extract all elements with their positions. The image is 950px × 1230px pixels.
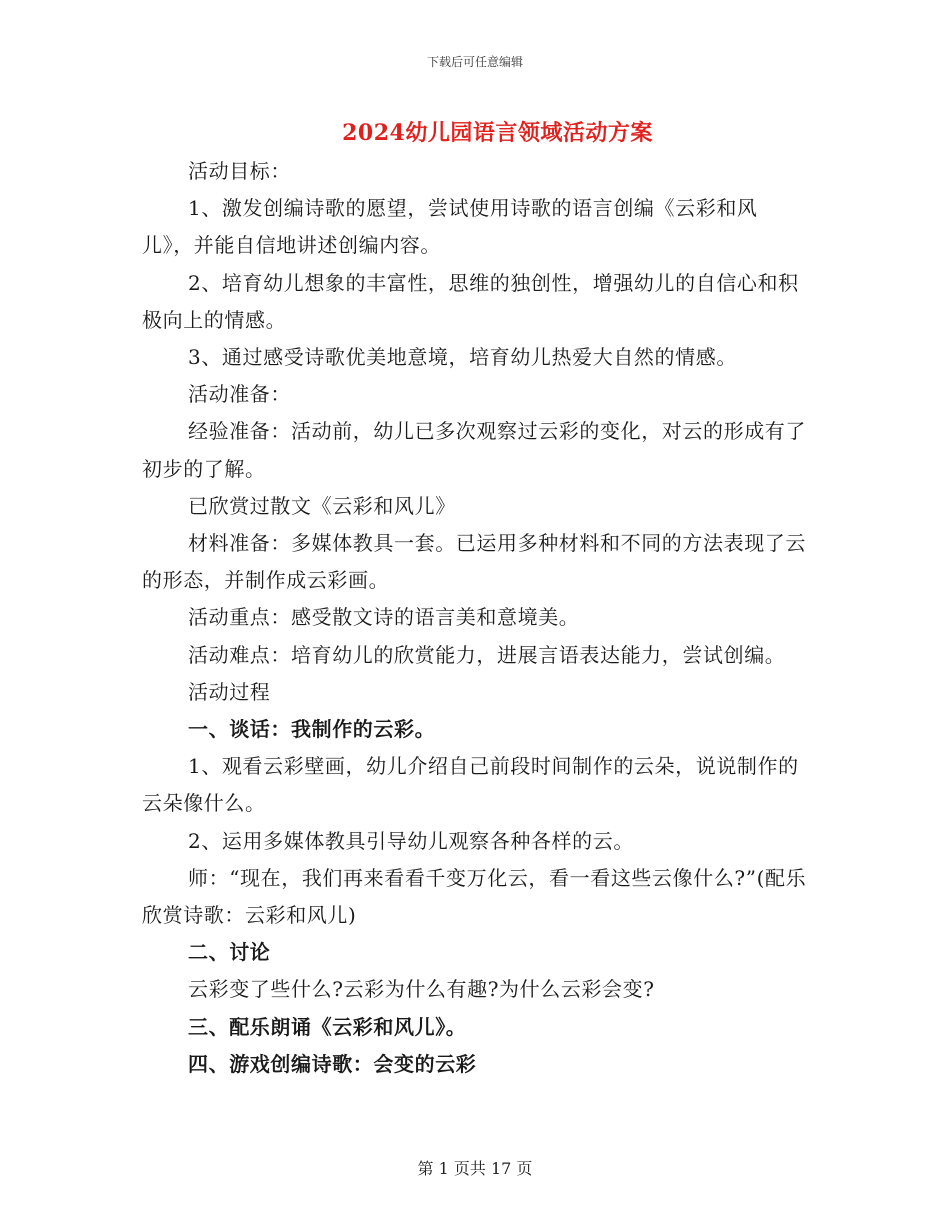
paragraph: 材料准备：多媒体教具一套。已运用多种材料和不同的方法表现了云的形态，并制作成云彩画。 — [142, 531, 806, 593]
section-heading: 三、配乐朗诵《云彩和风儿》。 — [188, 1014, 467, 1039]
paragraph: 活动目标： — [188, 159, 291, 183]
paragraph: 活动重点：感受散文诗的语言美和意境美。 — [188, 605, 580, 630]
paragraph: 1、观看云彩壁画，幼儿介绍自己前段时间制作的云朵，说说制作的云朵像什么。 — [142, 754, 799, 816]
paragraph: 活动准备： — [188, 382, 291, 407]
section-heading: 二、讨论 — [188, 940, 271, 965]
paragraph: 2、培育幼儿想象的丰富性，思维的独创性，增强幼儿的自信心和积极向上的情感。 — [142, 270, 799, 332]
paragraph: 1、激发创编诗歌的愿望，尝试使用诗歌的语言创编《云彩和风儿》，并能自信地讲述创编内容。 — [142, 196, 758, 258]
paragraph: 2、运用多媒体教具引导幼儿观察各种各样的云。 — [188, 828, 634, 853]
paragraph: 已欣赏过散文《云彩和风儿》 — [188, 493, 456, 518]
section-heading: 四、游戏创编诗歌：会变的云彩 — [188, 1051, 477, 1076]
header-note: 下载后可任意编辑 — [426, 55, 523, 69]
paragraph: 经验准备：活动前，幼儿已多次观察过云彩的变化，对云的形成有了初步的了解。 — [142, 419, 806, 481]
paragraph: 活动过程 — [188, 679, 271, 704]
paragraph: 3、通过感受诗歌优美地意境，培育幼儿热爱大自然的情感。 — [188, 345, 737, 370]
document-body — [142, 153, 808, 1083]
paragraph: 云彩变了些什么?云彩为什么有趣?为什么云彩会变? — [188, 977, 655, 1002]
page-number: 第 1 页共 17 页 — [417, 1159, 533, 1178]
paragraph: 师：“现在，我们再来看看千变万化云，看一看这些云像什么?”(配乐欣赏诗歌：云彩和风儿) — [142, 865, 807, 928]
document-title: 2024幼儿园语言领域活动方案 — [342, 120, 653, 146]
paragraph: 活动难点：培育幼儿的欣赏能力，进展言语表达能力，尝试创编。 — [188, 642, 786, 667]
section-heading: 一、谈话：我制作的云彩。 — [188, 717, 436, 742]
